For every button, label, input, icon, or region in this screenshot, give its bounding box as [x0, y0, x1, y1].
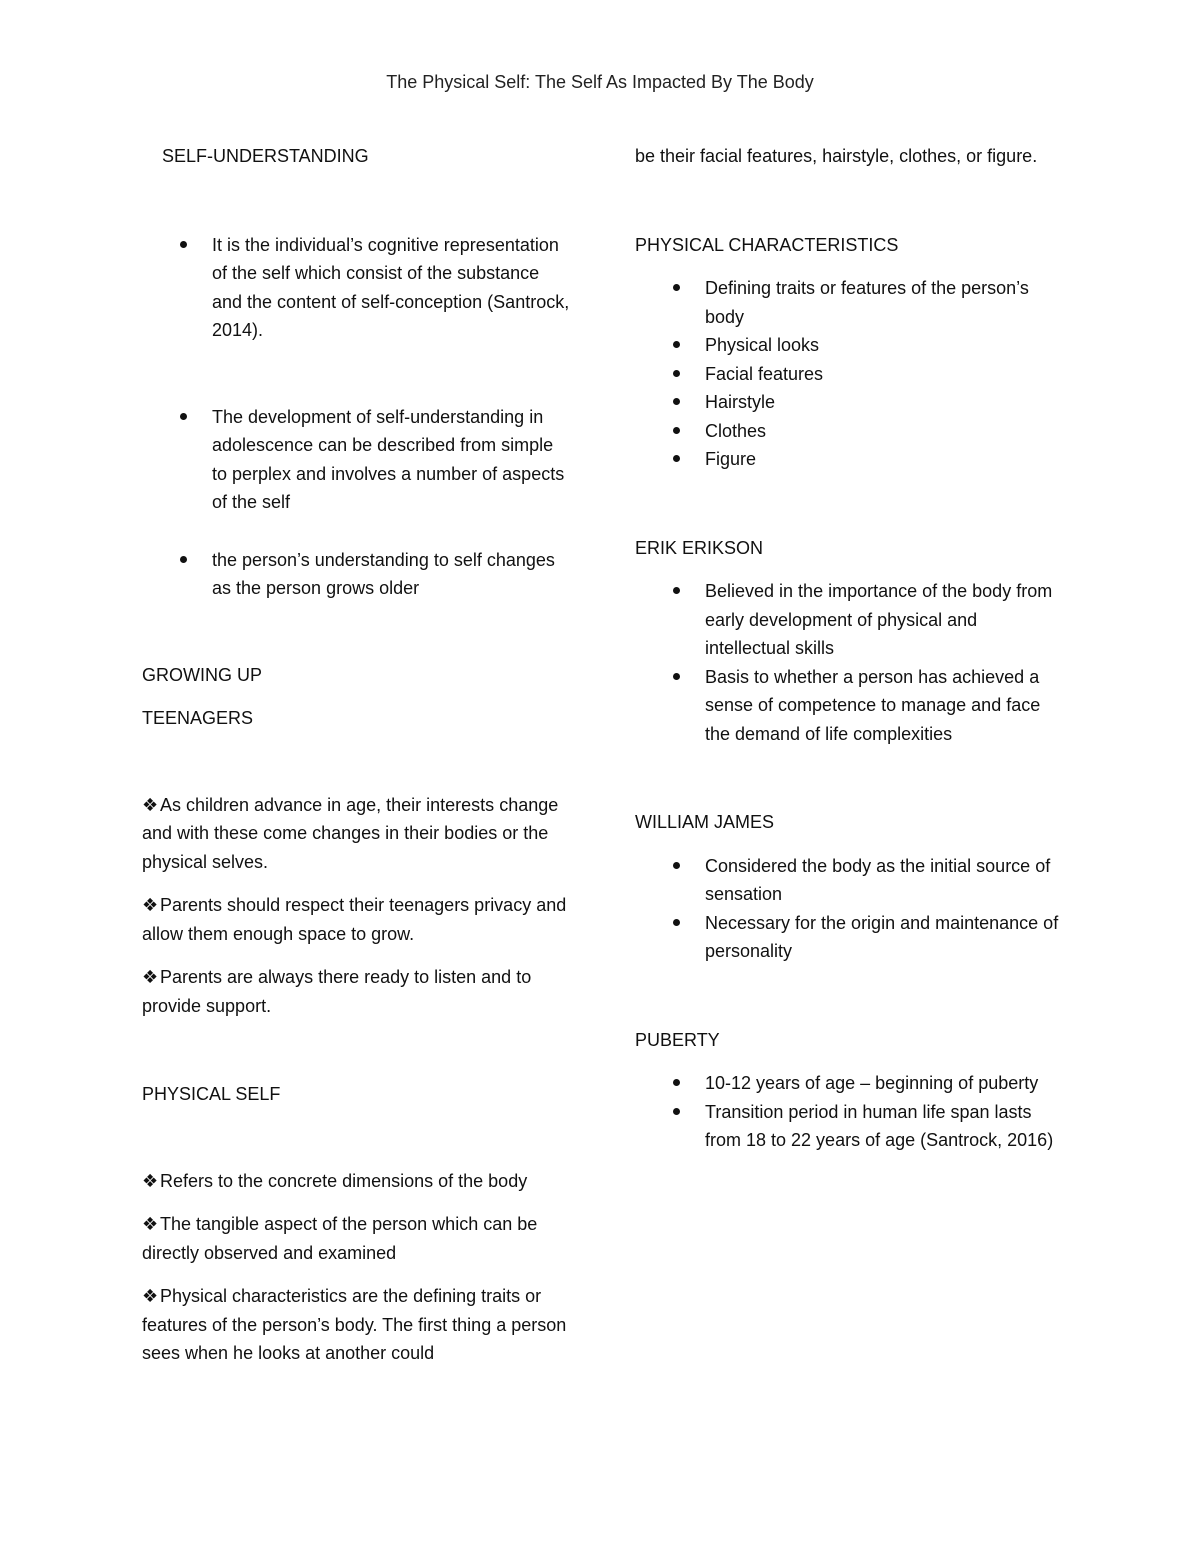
diamond-list-item [142, 1167, 572, 1196]
diamond-list-item [142, 1210, 572, 1267]
list-item: Basis to whether a person has achieved a sense of competence to manage and face the demand of life complexities [635, 663, 1065, 749]
list-item: Figure [635, 445, 1065, 474]
physical-self-point: Refers to the concrete dimensions of the body [160, 1170, 528, 1191]
list-item: Defining traits or features of the person’s body [635, 274, 1065, 331]
list-item: Clothes [635, 417, 1065, 446]
erik-erikson-list [635, 577, 1065, 748]
physical-characteristics-list [635, 274, 1065, 474]
diamond-list-item [142, 791, 572, 877]
continuation-text: be their facial features, hairstyle, clothes, or figure. [635, 146, 1038, 166]
list-item: Facial features [635, 360, 1065, 389]
list-item: 10-12 years of age – beginning of puberty [635, 1069, 1065, 1098]
heading-puberty: PUBERTY [635, 1029, 720, 1050]
right-column [635, 142, 1065, 1155]
diamond-bullet-icon: ❖ [142, 1286, 159, 1306]
diamond-bullet-icon: ❖ [142, 967, 159, 987]
list-item: Considered the body as the initial source of sensation [635, 852, 1065, 909]
list-item: Hairstyle [635, 388, 1065, 417]
list-item: The development of self-understanding in adolescence can be described from simple to perplex and involves a number of aspects of the self [142, 403, 572, 517]
puberty-list [635, 1069, 1065, 1155]
list-item: It is the individual’s cognitive representation of the self which consist of the substance and the content of self-conception (Santrock, 2014). [142, 231, 572, 345]
heading-teenagers: TEENAGERS [142, 708, 254, 728]
physical-self-point: The tangible aspect of the person which can be directly observed and examined [142, 1214, 538, 1263]
diamond-bullet-icon: ❖ [142, 895, 159, 915]
teenagers-point: As children advance in age, their interests change and with these come changes in their bodies or the physical selves. [142, 794, 559, 872]
william-james-list [635, 852, 1065, 966]
list-item: the person’s understanding to self changes as the person grows older [142, 546, 572, 603]
diamond-list-item [142, 1282, 572, 1368]
heading-growing-up: GROWING UP [142, 664, 262, 685]
list-item: Necessary for the origin and maintenance of personality [635, 909, 1065, 966]
list-item: Physical looks [635, 331, 1065, 360]
self-understanding-list [142, 231, 572, 603]
diamond-bullet-icon: ❖ [142, 1170, 159, 1191]
heading-william-james: WILLIAM JAMES [635, 812, 775, 832]
diamond-list-item [142, 963, 572, 1020]
teenagers-point: Parents are always there ready to listen and to provide support. [142, 967, 532, 1016]
left-column [142, 142, 572, 1368]
heading-self-understanding: SELF-UNDERSTANDING [162, 146, 369, 166]
heading-physical-self: PHYSICAL SELF [142, 1084, 281, 1104]
page-title: The Physical Self: The Self As Impacted By The Body [386, 72, 814, 92]
physical-self-point: Physical characteristics are the defining traits or features of the person’s body. The first thing a person sees when he looks at another could [142, 1286, 567, 1363]
diamond-list-item [142, 891, 572, 948]
teenagers-point: Parents should respect their teenagers privacy and allow them enough space to grow. [142, 895, 567, 944]
diamond-bullet-icon: ❖ [142, 794, 159, 815]
heading-erik-erikson: ERIK ERIKSON [635, 537, 764, 558]
diamond-bullet-icon: ❖ [142, 1214, 159, 1234]
list-item: Believed in the importance of the body from early development of physical and intellectual skills [635, 577, 1065, 663]
heading-physical-characteristics: PHYSICAL CHARACTERISTICS [635, 234, 899, 255]
list-item: Transition period in human life span lasts from 18 to 22 years of age (Santrock, 2016) [635, 1098, 1065, 1155]
